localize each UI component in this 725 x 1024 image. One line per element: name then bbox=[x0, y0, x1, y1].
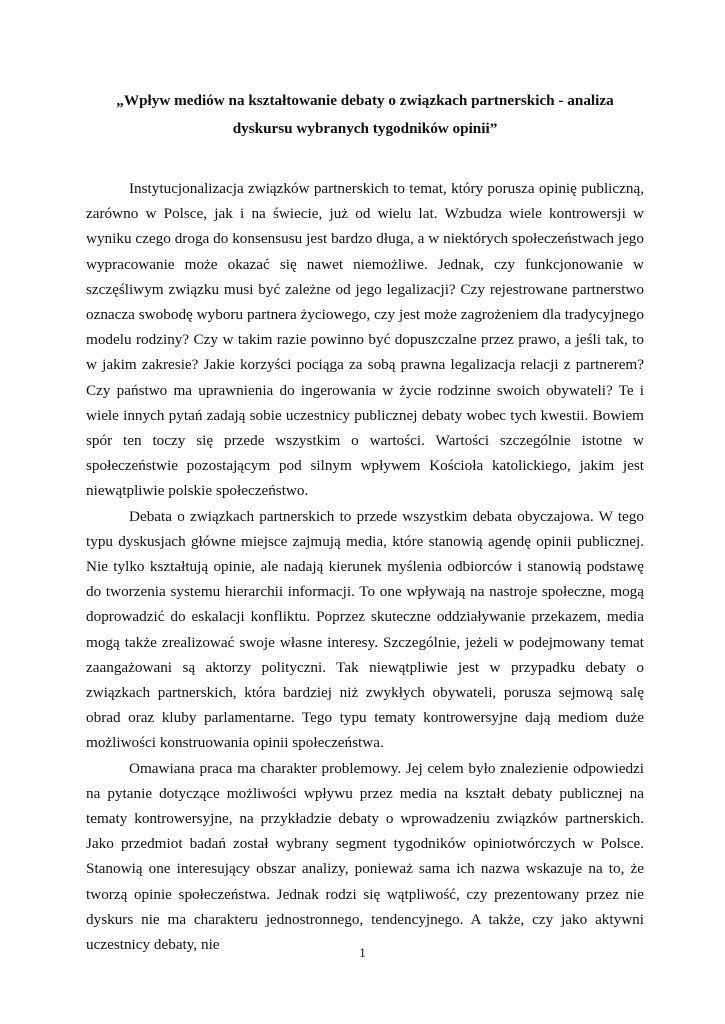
paragraph-2: Debata o związkach partnerskich to przede wszystkim debata obyczajowa. W tego typu dyskusjach główne miejsce zajmują media, które stanowią agendę opinii publicznej. Nie tylko kształtują opinie, ale nadają kierunek myślenia odbiorców i stanowią podstawę do tworzenia systemu hierarchii informacji. To one wpływają na nastroje społeczne, mogą doprowadzić do eskalacji konfliktu. Poprzez skuteczne oddziaływanie przekazem, media mogą także zrealizować swoje własne interesy. Szczególnie, jeżeli w podejmowany temat zaangażowani są aktorzy polityczni. Tak niewątpliwie jest w przypadku debaty o związkach partnerskich, która bardziej niż zwykłych obywateli, porusza sejmową salę obrad oraz kluby parlamentarne. Tego typu tematy kontrowersyjne dają mediom duże możliwości konstruowania opinii społeczeństwa. bbox=[86, 507, 644, 752]
page-number: 1 bbox=[359, 945, 366, 960]
document-title: „Wpływ mediów na kształtowanie debaty o związkach partnerskich - analiza dyskursu wybranych tygodników opinii” bbox=[116, 92, 614, 137]
paragraph-1: Instytucjonalizacja związków partnerskich to temat, który porusza opinię publiczną, zarówno w Polsce, jak i na świecie, już od wielu lat. Wzbudza wiele kontrowersji w wyniku czego droga do konsensusu jest bardzo długa, a w niektórych społeczeństwach jego wypracowanie może okazać się nawet niemożliwe. Jednak, czy funkcjonowanie w szczęśliwym związku musi być zależne od jego legalizacji? Czy rejestrowane partnerstwo oznacza swobodę wyboru partnera życiowego, czy jest może zagrożeniem dla tradycyjnego modelu rodziny? Czy w takim razie powinno być dopuszczalne przez prawo, a jeśli tak, to w jakim zakresie? Jakie korzyści pociąga za sobą prawna legalizacja relacji z partnerem? Czy państwo ma uprawnienia do ingerowania w życie rodzinne swoich obywateli? Te i wiele innych pytań zadają sobie uczestnicy publicznej debaty wobec tych kwestii. Bowiem spór ten toczy się przede wszystkim o wartości. Wartości szczególnie istotne w społeczeństwie pozostającym pod silnym wpływem Kościoła katolickiego, jakim jest niewątpliwie polskie społeczeństwo. bbox=[86, 180, 644, 500]
document-body bbox=[86, 176, 644, 957]
paragraph-3: Omawiana praca ma charakter problemowy. Jej celem było znalezienie odpowiedzi na pytanie dotyczące możliwości wpływu przez media na kształt debaty publicznej na tematy kontrowersyjne, na przykładzie debaty o wprowadzeniu związków partnerskich. Jako przedmiot badań został wybrany segment tygodników opiniotwórczych w Polsce. Stanowią one interesujący obszar analizy, ponieważ sama ich nazwa wskazuje na to, że tworzą opinie społeczeństwa. Jednak rodzi się wątpliwość, czy prezentowany przez nie dyskurs nie ma charakteru jednostronnego, tendencyjnego. A także, czy jako aktywni uczestnicy debaty, nie bbox=[86, 759, 644, 954]
